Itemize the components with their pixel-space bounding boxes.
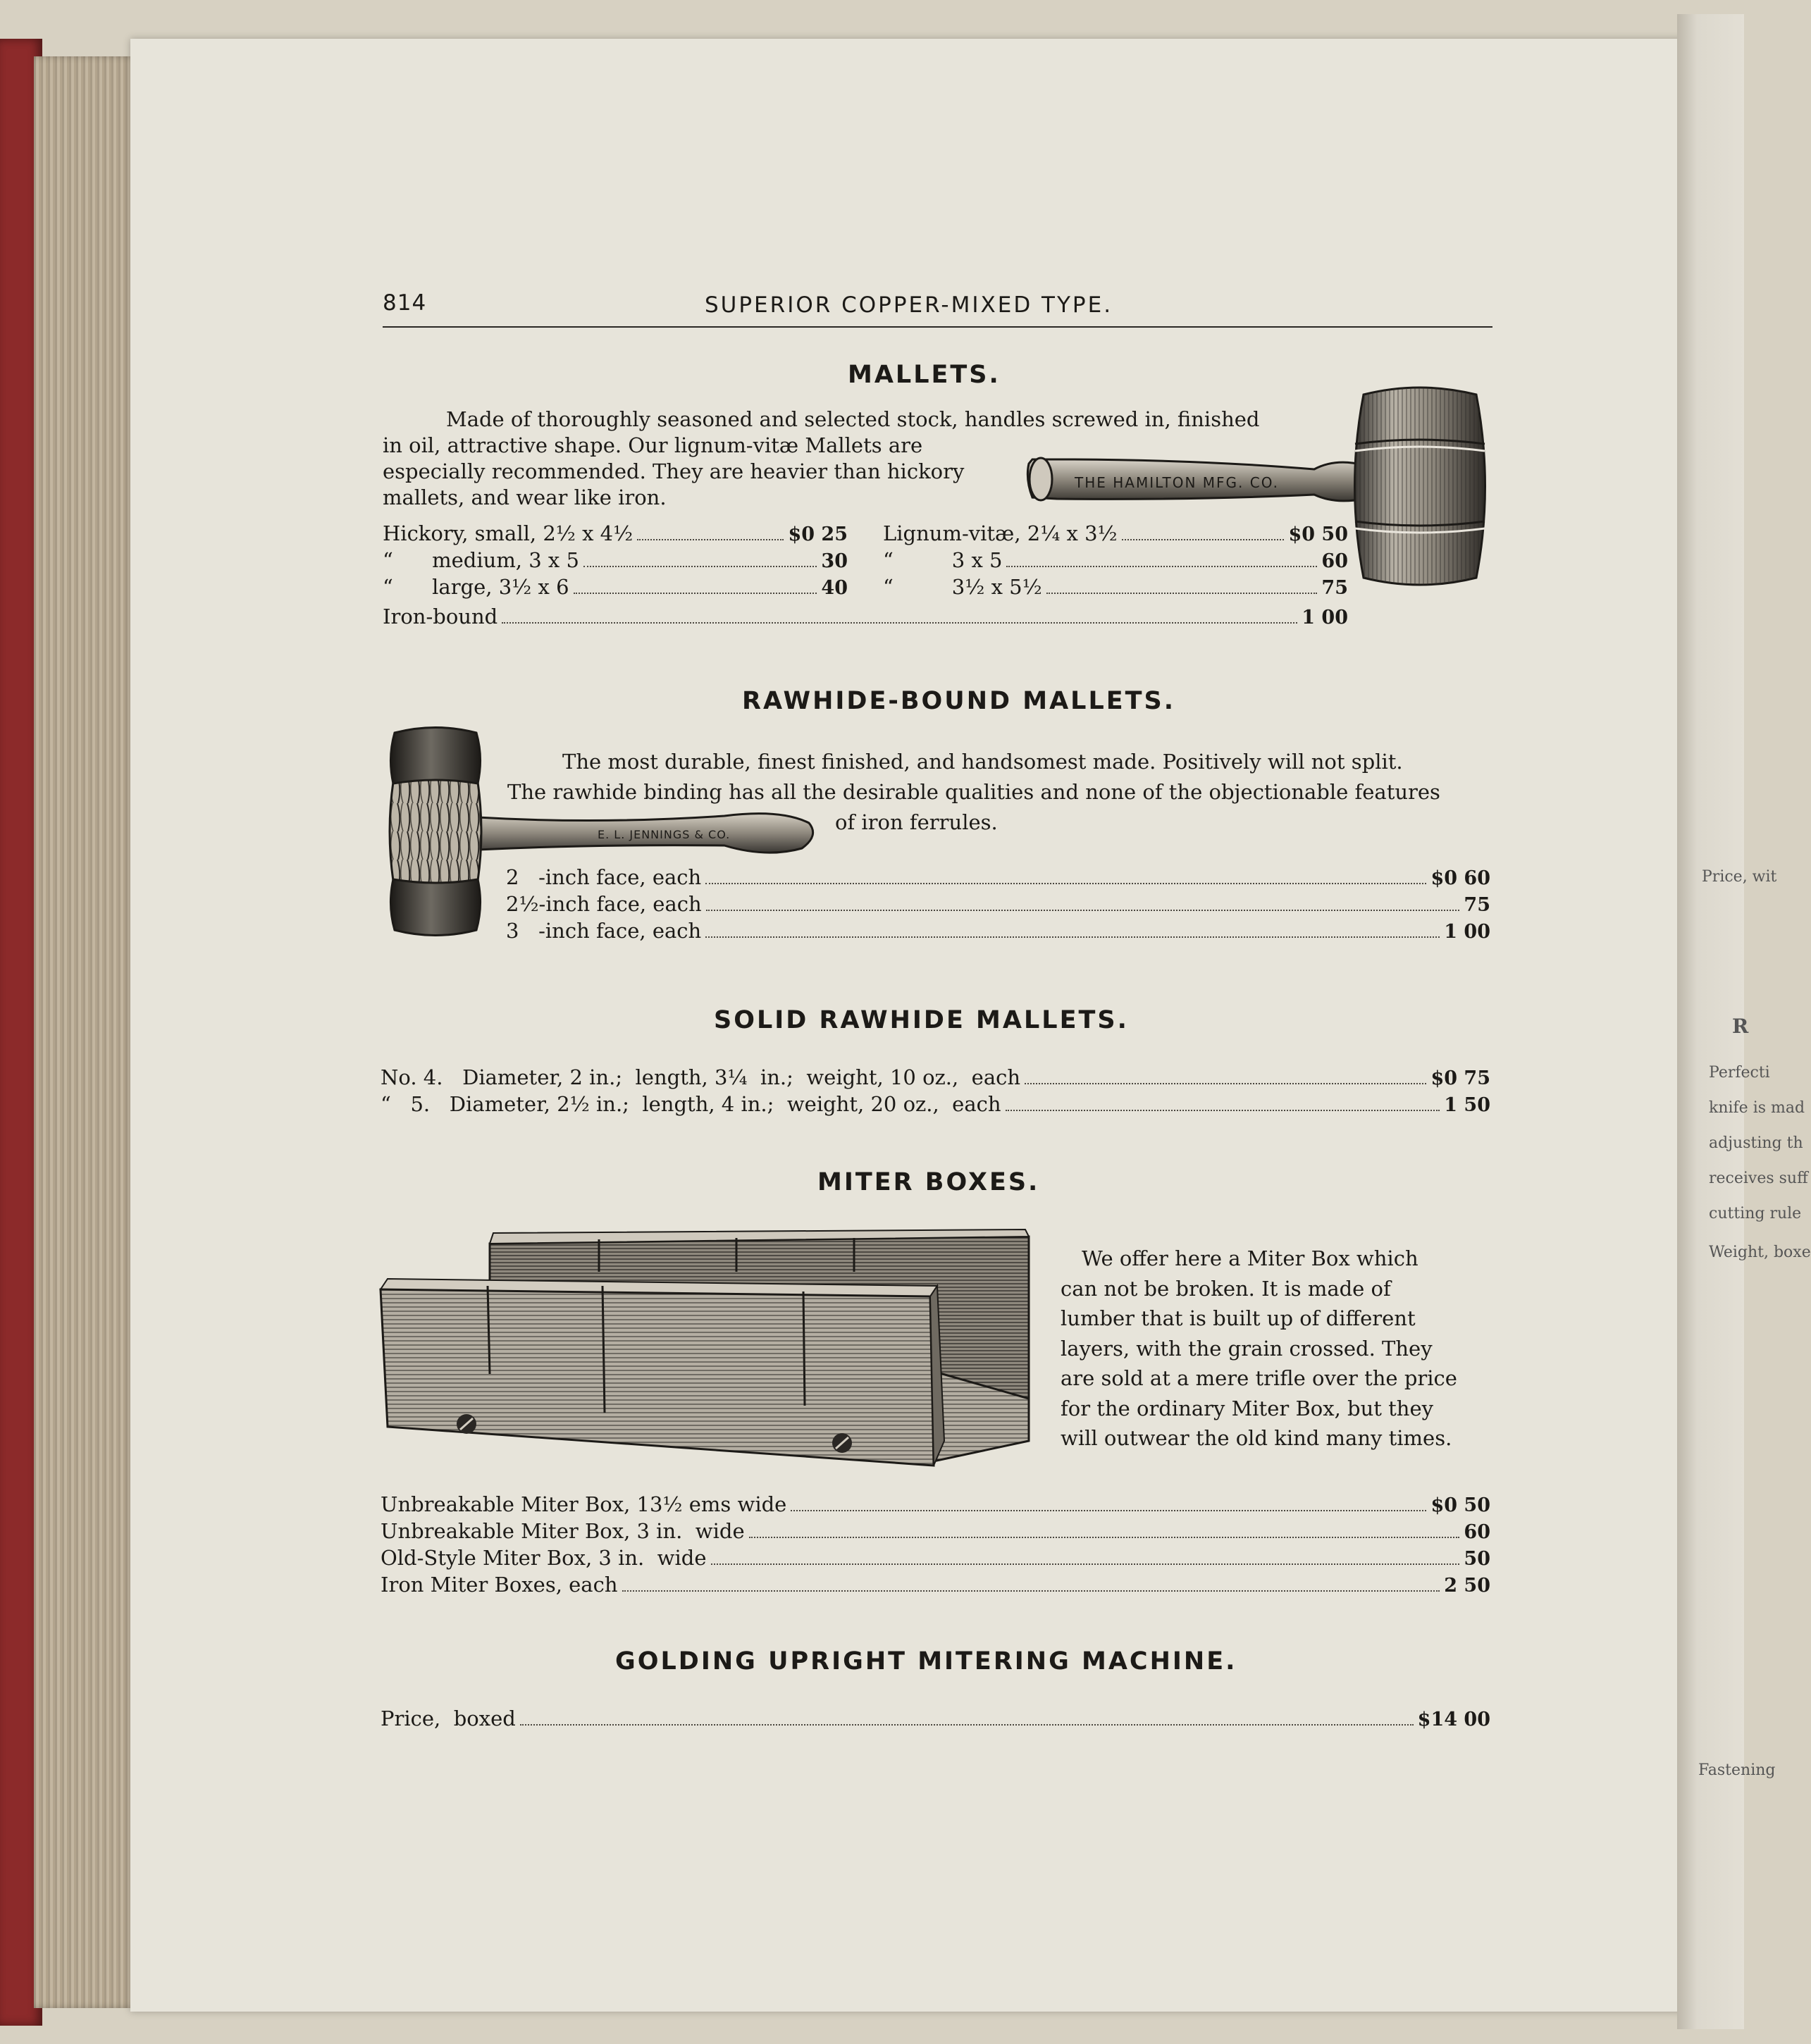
price-row: “ 3½ x 5½ 75 xyxy=(883,575,1348,599)
description-line: can not be broken. It is made of xyxy=(1061,1276,1391,1301)
neighbor-snippet: Weight, boxe xyxy=(1709,1244,1811,1261)
description-line: are sold at a mere trifle over the price xyxy=(1061,1366,1457,1390)
golding-heading: GOLDING UPRIGHT MITERING MACHINE. xyxy=(615,1647,1237,1676)
neighbor-snippet: Fastening xyxy=(1698,1761,1776,1779)
neighbor-snippet: cutting rule xyxy=(1709,1205,1802,1222)
price-row: Lignum-vitæ, 2¼ x 3½ $0 50 xyxy=(883,521,1348,545)
neighbor-snippet: Price, wit xyxy=(1702,868,1777,886)
mallet-stamp: E. L. JENNINGS & CO. xyxy=(598,828,731,841)
price-row: Iron-bound 1 00 xyxy=(383,605,1348,628)
header-rule xyxy=(383,326,1492,328)
price-row: Old-Style Miter Box, 3 in. wide 50 xyxy=(381,1546,1490,1570)
page-number: 814 xyxy=(383,290,427,316)
price-row: 3 -inch face, each 1 00 xyxy=(506,919,1490,943)
price-row: 2½-inch face, each 75 xyxy=(506,892,1490,916)
description-line: mallets, and wear like iron. xyxy=(383,485,667,509)
price-row: Unbreakable Miter Box, 13½ ems wide $0 50 xyxy=(381,1492,1490,1516)
neighbor-snippet: Perfecti xyxy=(1709,1064,1770,1082)
neighbor-snippet: receives suff xyxy=(1709,1170,1808,1187)
solid-rawhide-heading: SOLID RAWHIDE MALLETS. xyxy=(714,1006,1129,1034)
description-line: will outwear the old kind many times. xyxy=(1061,1426,1452,1450)
description-line: of iron ferrules. xyxy=(835,810,998,834)
rawhide-bound-description xyxy=(507,747,1440,838)
description-line: The most durable, finest finished, and handsomest made. Positively will not split. xyxy=(562,750,1403,774)
neighbor-snippet: R xyxy=(1732,1015,1749,1038)
price-row: No. 4. Diameter, 2 in.; length, 3¼ in.; weight, 10 oz., each $0 75 xyxy=(381,1065,1490,1089)
price-row: Unbreakable Miter Box, 3 in. wide 60 xyxy=(381,1519,1490,1543)
description-line: layers, with the grain crossed. They xyxy=(1061,1336,1433,1361)
price-row: Iron Miter Boxes, each 2 50 xyxy=(381,1573,1490,1597)
rawhide-bound-heading: RAWHIDE-BOUND MALLETS. xyxy=(742,687,1176,715)
neighbor-page xyxy=(1677,14,1811,2029)
running-title: SUPERIOR COPPER-MIXED TYPE. xyxy=(705,292,1113,318)
price-row: 2 -inch face, each $0 60 xyxy=(506,865,1490,889)
page-stack-edge xyxy=(34,56,140,2008)
description-line: for the ordinary Miter Box, but they xyxy=(1061,1396,1433,1420)
miter-boxes-heading: MITER BOXES. xyxy=(817,1168,1040,1196)
mallets-heading: MALLETS. xyxy=(848,361,1001,389)
description-line: The rawhide binding has all the desirable qualities and none of the objectionable features xyxy=(507,780,1440,804)
mallet-stamp: THE HAMILTON MFG. CO. xyxy=(1075,474,1280,491)
miter-box-illustration xyxy=(381,1230,1039,1473)
description-line: We offer here a Miter Box which xyxy=(1082,1246,1418,1270)
miter-boxes-description xyxy=(1061,1244,1457,1454)
price-row: “ 3 x 5 60 xyxy=(883,548,1348,572)
neighbor-snippet: adjusting th xyxy=(1709,1134,1803,1152)
price-row: “ 5. Diameter, 2½ in.; length, 4 in.; weight, 20 oz., each 1 50 xyxy=(381,1092,1490,1116)
description-line: in oil, attractive shape. Our lignum-vitæ Mallets are xyxy=(383,433,923,457)
neighbor-snippet: knife is mad xyxy=(1709,1099,1805,1117)
description-line: lumber that is built up of different xyxy=(1061,1306,1416,1330)
description-line: especially recommended. They are heavier than hickory xyxy=(383,459,965,483)
price-row: “ medium, 3 x 5 30 xyxy=(383,548,848,572)
price-row: Hickory, small, 2½ x 4½ $0 25 xyxy=(383,521,848,545)
description-line: Made of thoroughly seasoned and selected stock, handles screwed in, finished xyxy=(446,407,1260,431)
price-row: “ large, 3½ x 6 40 xyxy=(383,575,848,599)
price-row: Price, boxed $14 00 xyxy=(381,1707,1490,1730)
